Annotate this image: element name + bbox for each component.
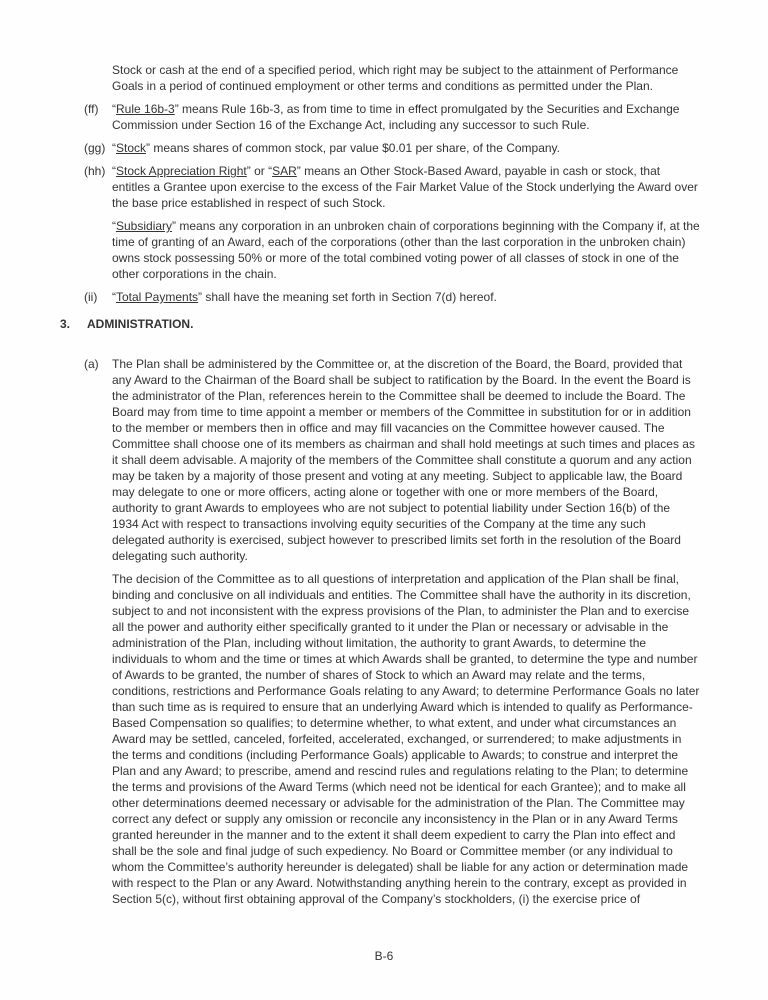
section-3-heading — [60, 316, 700, 332]
definition-gg — [84, 140, 700, 156]
definition-hh-text: “Stock Appreciation Right” or “SAR” means an Other Stock-Based Award, payable in cash or stock, that entitles a Grantee upon exercise to the excess of the Fair Market Value of the Stock underlying the Award over the base price established in respect of such Stock. — [112, 164, 698, 210]
definition-hh-label: (hh) — [84, 164, 106, 178]
section-3-number: 3. — [60, 317, 71, 331]
definition-ii-label: (ii) — [84, 290, 98, 304]
page-number-footer: B-6 — [374, 949, 394, 963]
definition-subsidiary-paragraph: “Subsidiary” means any corporation in an unbroken chain of corporations beginning with the Company if, at the time of granting of an Award, each of the corporations (other than the last corporation in the unbroken chain) owns stock possessing 50% or more of the total combined voting power of all classes of stock in one of the other corporations in the chain. — [112, 219, 700, 281]
definition-gg-label: (gg) — [84, 141, 106, 155]
section-3-title: ADMINISTRATION. — [87, 317, 194, 331]
definition-ff-label: (ff) — [84, 102, 99, 116]
item-a-paragraph-1: The Plan shall be administered by the Committee or, at the discretion of the Board, the Board, provided that any Award to the Chairman of the Board shall be subject to ratification by the Board. In the event the Board is the administrator of the Plan, references herein to the Committee shall be deemed to include the Board. The Board may from time to time appoint a member or members of the Committee in substitution for or in addition to the member or members then in office and may fill vacancies on the Committee however caused. The Committee shall choose one of its members as chairman and shall hold meetings at such times and places as it shall deem advisable. A majority of the members of the Committee shall constitute a quorum and any action may be taken by a majority of those present and voting at any meeting. Subject to applicable law, the Board may delegate to one or more officers, acting alone or together with one or more members of the Board, authority to grant Awards to employees who are not subject to potential liability under Section 16(b) of the 1934 Act with respect to transactions involving equity securities of the Company at the time any such delegated authority is exercised, subject however to prescribed limits set forth in the resolution of the Board delegating such authority. — [112, 357, 695, 563]
definition-ii-text: “Total Payments” shall have the meaning set forth in Section 7(d) hereof. — [112, 290, 497, 304]
item-a-label: (a) — [84, 357, 99, 371]
definition-hh — [84, 163, 700, 211]
item-a-body — [112, 356, 700, 907]
definition-ff-text: “Rule 16b-3” means Rule 16b-3, as from time to time in effect promulgated by the Securities and Exchange Commission under Section 16 of the Exchange Act, including any successor to such Rule. — [112, 102, 680, 132]
definition-ii — [84, 289, 700, 305]
section-3-item-a — [84, 356, 700, 907]
item-a-paragraph-2: The decision of the Committee as to all questions of interpretation and application of the Plan shall be final, binding and conclusive on all individuals and entities. The Committee shall have the authority in its discretion, subject to and not inconsistent with the express provisions of the Plan, to administer the Plan and to exercise all the power and authority either specifically granted to it under the Plan or necessary or advisable in the administration of the Plan, including without limitation, the authority to grant Awards, to determine the individuals to whom and the time or times at which Awards shall be granted, to determine the type and number of Awards to be granted, the number of shares of Stock to which an Award may relate and the terms, conditions, restrictions and Performance Goals relating to any Award; to determine Performance Goals no later than such time as is required to ensure that an underlying Award which is intended to qualify as Performance-Based Compensation so qualifies; to determine whether, to what extent, and under what circumstances an Award may be settled, canceled, forfeited, accelerated, exchanged, or surrendered; to make adjustments in the terms and conditions (including Performance Goals) applicable to Awards; to construe and interpret the Plan and any Award; to prescribe, amend and rescind rules and regulations relating to the Plan; to determine the terms and provisions of the Award Terms (which need not be identical for each Grantee); and to make all other determinations deemed necessary or advisable for the administration of the Plan. The Committee may correct any defect or supply any omission or reconcile any inconsistency in the Plan or in any Award Terms granted hereunder in the manner and to the extent it shall deem expedient to carry the Plan into effect and shall be the sole and final judge of such expediency. No Board or Committee member (or any individual to whom the Committee’s authority hereunder is delegated) shall be liable for any action or determination made with respect to the Plan or any Award. Notwithstanding anything herein to the contrary, except as provided in Section 5(c), without first obtaining approval of the Company’s stockholders, (i) the exercise price of — [112, 572, 700, 906]
definition-gg-text: “Stock” means shares of common stock, par value $0.01 per share, of the Company. — [112, 141, 560, 155]
intro-continuation-paragraph: Stock or cash at the end of a specified period, which right may be subject to the attainment of Performance Goals in a period of continued employment or other terms and conditions as permitted under the Plan. — [112, 63, 679, 93]
definition-ff — [84, 101, 700, 133]
